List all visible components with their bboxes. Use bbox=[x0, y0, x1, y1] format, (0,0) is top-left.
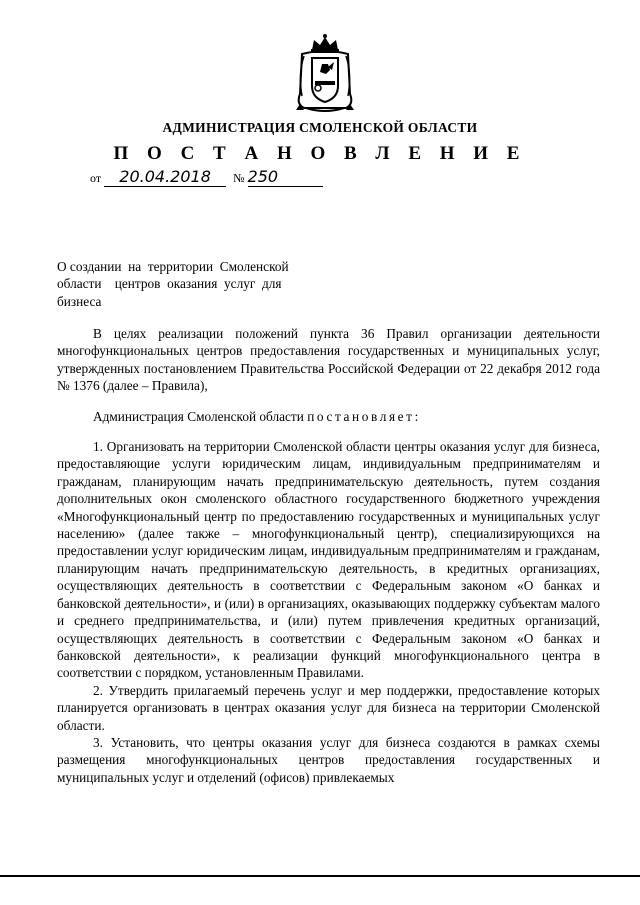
resolves-verb: постановляет: bbox=[307, 408, 421, 424]
page-bottom-rule bbox=[0, 875, 640, 877]
item-3-paragraph: 3. Установить, что центры оказания услуг для бизнеса создаются в рамках схемы размещения многофункциональных центров предоставления государственных и муниципальных услуг и отделений (офисов) привлекаемых bbox=[57, 734, 600, 785]
preamble-paragraph: В целях реализации положений пункта 36 Правил организации деятельности многофункциональных центров предоставления государственных и муниципальных услуг, утвержденных постановлением Правительства Российской Федерации от 22 декабря 2012 года № 1376 (далее – Правила), bbox=[57, 326, 600, 394]
document-number: 250 bbox=[248, 168, 323, 187]
document-meta bbox=[90, 168, 323, 190]
subject-line: бизнеса bbox=[57, 293, 102, 309]
date-prefix: от bbox=[90, 171, 102, 185]
coat-of-arms-icon bbox=[292, 34, 358, 116]
item-2-paragraph: 2. Утвердить прилагаемый перечень услуг и мер поддержки, предоставление которых планируется организовать в центрах оказания услуг для бизнеса на территории Смоленской области. bbox=[57, 682, 600, 733]
document-subject bbox=[57, 258, 322, 310]
organization-title: АДМИНИСТРАЦИЯ СМОЛЕНСКОЙ ОБЛАСТИ bbox=[162, 120, 478, 135]
document-body bbox=[57, 325, 600, 786]
document-date: 20.04.2018 bbox=[104, 168, 226, 187]
subject-line: области центров оказания услуг для bbox=[57, 276, 282, 292]
resolves-subject: Администрация Смоленской области bbox=[93, 408, 308, 424]
item-1-paragraph: 1. Организовать на территории Смоленской области центры оказания услуг для бизнеса, предоставляющие услуги юридическим лицам, индивидуальным предпринимателям и гражданам, планирующим начать предпринимательскую деятельность, путем создания дополнительных окон смоленского областного государственного бюджетного учреждения «Многофункциональный центр по предоставлению государственных и муниципальных услуг населению» (далее также – многофункциональный центр), специализирующихся на предоставлении услуг юридическим лицам, индивидуальным предпринимателям и гражданам, планирующим начать предпринимательскую деятельность, в кредитных организациях, осуществляющих деятельность в соответствии с Федеральным законом «О банках и банковской деятельности», и (или) в организациях, оказывающих поддержку субъектам малого и среднего предпринимательства, и (или) путем привлечения кредитных организаций, осуществляющих деятельность в соответствии с Федеральным законом «О банках и банковской деятельности», к реализации функций многофункционального центра в соответствии с порядком, установленным Правилами. bbox=[57, 439, 600, 681]
number-prefix: № bbox=[233, 171, 245, 185]
subject-line: О создании на территории Смоленской bbox=[57, 259, 289, 274]
resolves-paragraph bbox=[57, 408, 600, 425]
document-type-title: П О С Т А Н О В Л Е Н И Е bbox=[113, 143, 527, 164]
